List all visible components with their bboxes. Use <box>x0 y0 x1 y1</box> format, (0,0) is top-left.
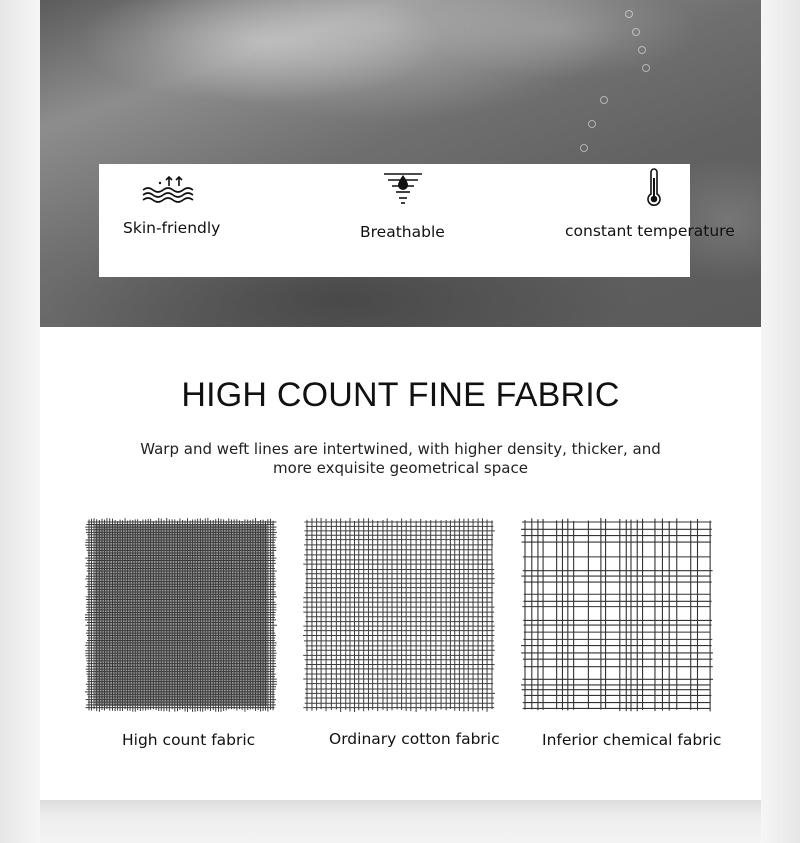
description-line: more exquisite geometrical space <box>273 459 528 477</box>
page-title: HIGH COUNT FINE FABRIC <box>181 376 620 414</box>
thermometer-icon <box>644 168 664 208</box>
description <box>120 440 681 478</box>
fabric-label: Ordinary cotton fabric <box>329 730 500 748</box>
water-wave-icon <box>141 174 201 204</box>
fabric-label: Inferior chemical fabric <box>542 731 722 749</box>
left-margin <box>0 0 40 843</box>
feature-skin-friendly <box>119 164 229 277</box>
quilt-photo <box>40 0 761 327</box>
feature-label: Skin-friendly <box>123 219 221 237</box>
ordinary-cotton-fabric-weave <box>301 516 497 714</box>
feature-constant-temperature <box>565 164 735 277</box>
high-count-fabric-weave <box>83 516 279 714</box>
feature-panel <box>99 164 735 277</box>
right-margin <box>760 0 800 843</box>
description-line: Warp and weft lines are intertwined, with higher density, thicker, and <box>140 440 661 458</box>
feature-label: Breathable <box>360 223 445 241</box>
card-shadow <box>40 800 761 843</box>
feature-breathable <box>361 164 471 277</box>
inferior-chemical-fabric-weave <box>519 516 715 714</box>
fabric-label: High count fabric <box>122 731 256 749</box>
product-detail-card <box>40 0 761 800</box>
tornado-drop-icon <box>381 170 425 210</box>
feature-label: constant temperature <box>565 222 735 240</box>
